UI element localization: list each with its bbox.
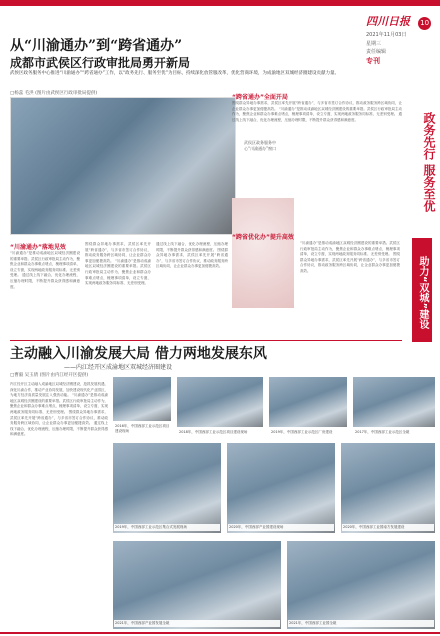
article1-body-b: 围绕群众异地办事需求，武侯区率先开展“跨省通办”，与多省市签订合作协议，推动政务服务跨区域协同，让企业群众办事更加便捷高效。 (232, 101, 402, 111)
gallery-caption-7: 2020年，中国西部工业园南方发展建设 (342, 524, 434, 531)
gallery-caption-6: 2020年，中国西部产业园建设现场 (228, 524, 334, 531)
gallery-photo-3 (268, 376, 348, 428)
bottom-color-bar (0, 632, 440, 634)
article1-body-col3 (85, 242, 151, 334)
article1-body-b-1: 围绕群众异地办事需求，武侯区率先开展“跨省通办”，与多省市签订合作协议，推动政务服务跨区域协同，让企业群众办事更加便捷高效。 (85, 242, 151, 263)
article1-body-b-3: 围绕群众异地办事需求，武侯区率先开展“跨省通办”，与多省市签订合作协议，推动政务服务跨区域协同，让企业群众办事更加便捷高效。 (300, 252, 400, 273)
article1-body-col5 (300, 241, 400, 333)
article1-body-col4 (156, 242, 228, 334)
gallery-caption-2: 2018年，中国西部工业示范区项目建设现场 (178, 429, 262, 436)
side-banner: 助力“双城”建设 (412, 238, 432, 342)
photo-gallery (112, 376, 438, 634)
article2-body-text: 内江经开区主动融入成渝地区双城经济圈建设，抢抓发展机遇，深化川渝合作，推动产业协同发展，加快建设现代化产业园区，为地方经济高质量发展注入强劲动能。 (10, 382, 108, 398)
gallery-photo-4 (352, 376, 436, 428)
gallery-photo-8 (112, 540, 282, 630)
section-divider (10, 340, 402, 341)
gallery-photo-2 (176, 376, 264, 428)
article2-body-text-2: “川渝通办”是推动成渝地区双城经济圈建设的重要举措。武侯区行政审批局主动作为，聚焦企业和群众办事难点堵点，梳理事项清单，设立专窗，实现两地政务服务同标准、无差别受理。 (10, 393, 108, 414)
article1-photo-caption: 武侯区政务服务中心“川渝通办”窗口 (244, 140, 277, 151)
edition-column: 责任编辑 (366, 49, 387, 55)
gallery-photo-1 (112, 376, 172, 422)
gallery-photo-9 (286, 540, 436, 630)
section-tag: 专刊 (366, 57, 380, 65)
article1-body-a-repeat: “川渝通办”是推动成渝地区双城经济圈建设的重要举措。武侯区行政审批局主动作为，聚焦企业和群众办事难点堵点，梳理事项清单，设立专窗，实现两地政务服务同标准、无差别受理。 (232, 106, 402, 117)
top-color-bar (0, 0, 440, 6)
article1-body-c-2: 通过线上线下融合，优化办理流程，压缩办理时限，不断提升群众获得感和满意度。 (156, 242, 228, 252)
article1-headline-line1: 从“川渝通办”到“跨省通办” (10, 38, 183, 54)
masthead (366, 10, 434, 66)
page-number-badge: 10 (418, 17, 431, 30)
gallery-caption-5: 2019年，中国西部工业示范区集合式发展现场 (114, 524, 220, 531)
article2-subtitle: ——内江经开区成渝地区双城经济圈建设 (64, 364, 173, 371)
article1-body-b-2: 围绕群众异地办事需求，武侯区率先开展“跨省通办”，与多省市签订合作协议，推动政务服务跨区域协同，让企业群众办事更加便捷高效。 (156, 247, 228, 269)
article1-headline-line2: 成都市武侯区行政审批局勇开新局 (10, 56, 191, 70)
article1-body-col2 (232, 101, 402, 191)
article1-subhead-1: “川渝通办”落地见效 (10, 244, 66, 251)
gallery-caption-8: 2021年，中国西部产业园发展全貌 (114, 620, 280, 627)
article1-subhead-3: “跨省优化办”提升高效 (232, 234, 294, 241)
article2-body-text-3: 围绕群众异地办事需求，武侯区率先开展“跨省通办”，与多省市签订合作协议，推动政务服务跨区域协同，让企业群众办事更加便捷高效。 (10, 409, 108, 426)
article2-body-text-4: 通过线上线下融合，优化办理流程，压缩办理时限，不断提升群众获得感和满意度。 (10, 421, 108, 437)
article1-photo (10, 97, 236, 235)
article1-body-a: “川渝通办”是推动成渝地区双城经济圈建设的重要举措。武侯区行政审批局主动作为，聚焦企业和群众办事难点堵点，梳理事项清单，设立专窗，实现两地政务服务同标准、无差别受理。 (10, 251, 80, 278)
article2-headline: 主动融入川渝发展大局 借力两地发展东风 (10, 346, 267, 362)
gallery-photo-6 (226, 442, 336, 534)
article1-subhead-2: “跨省通办”全面开局 (232, 94, 288, 101)
article1-lead: 武侯区政务服务中心推进“川渝通办”“跨省通办”工作，以“政务先行、服务至优”为目标，持续深化放管服改革，优化营商环境，为成渝地区双城经济圈建设贡献力量。 (10, 71, 339, 76)
gallery-photo-7 (340, 442, 436, 534)
gallery-photo-5 (112, 442, 222, 534)
map-graphic (232, 198, 294, 308)
article1-body-c: 通过线上线下融合，优化办理流程，压缩办理时限，不断提升群众获得感和满意度。 (232, 112, 402, 122)
paper-name: 四川日报 (366, 15, 410, 28)
gallery-caption-9: 2021年，中国西部工业园全貌 (288, 620, 434, 627)
article2-body (10, 382, 108, 628)
article1-body-c-1: 通过线上线下融合，优化办理流程，压缩办理时限，不断提升群众获得感和满意度。 (10, 273, 80, 289)
gallery-caption-1: 2016年，中国西部工业示范区项目建设现场 (114, 423, 172, 435)
article1-body-col1 (10, 251, 80, 333)
edition-weekday: 星期三 (366, 41, 382, 47)
side-slogan: 政务先行 服务至优 (422, 111, 436, 213)
article2-byline: □曹毅 吴玉倩 (图片由内江经开区提供) (10, 373, 89, 378)
article1-byline: □杨蕊 毛洪 (图片由武侯区行政审批局提供) (10, 91, 98, 96)
gallery-caption-4: 2017年，中国西部工业示范区全貌 (354, 429, 434, 436)
article1-body-a-1: “川渝通办”是推动成渝地区双城经济圈建设的重要举措。武侯区行政审批局主动作为，聚焦企业和群众办事难点堵点，梳理事项清单，设立专窗，实现两地政务服务同标准、无差别受理。 (85, 258, 151, 286)
edition-date: 2021年11月03日 (366, 32, 407, 38)
gallery-caption-3: 2019年，中国西部工业示范区厂房建设 (270, 429, 346, 436)
article1-body-a-2: “川渝通办”是推动成渝地区双城经济圈建设的重要举措。武侯区行政审批局主动作为，聚焦企业和群众办事难点堵点，梳理事项清单，设立专窗，实现两地政务服务同标准、无差别受理。 (300, 241, 400, 257)
